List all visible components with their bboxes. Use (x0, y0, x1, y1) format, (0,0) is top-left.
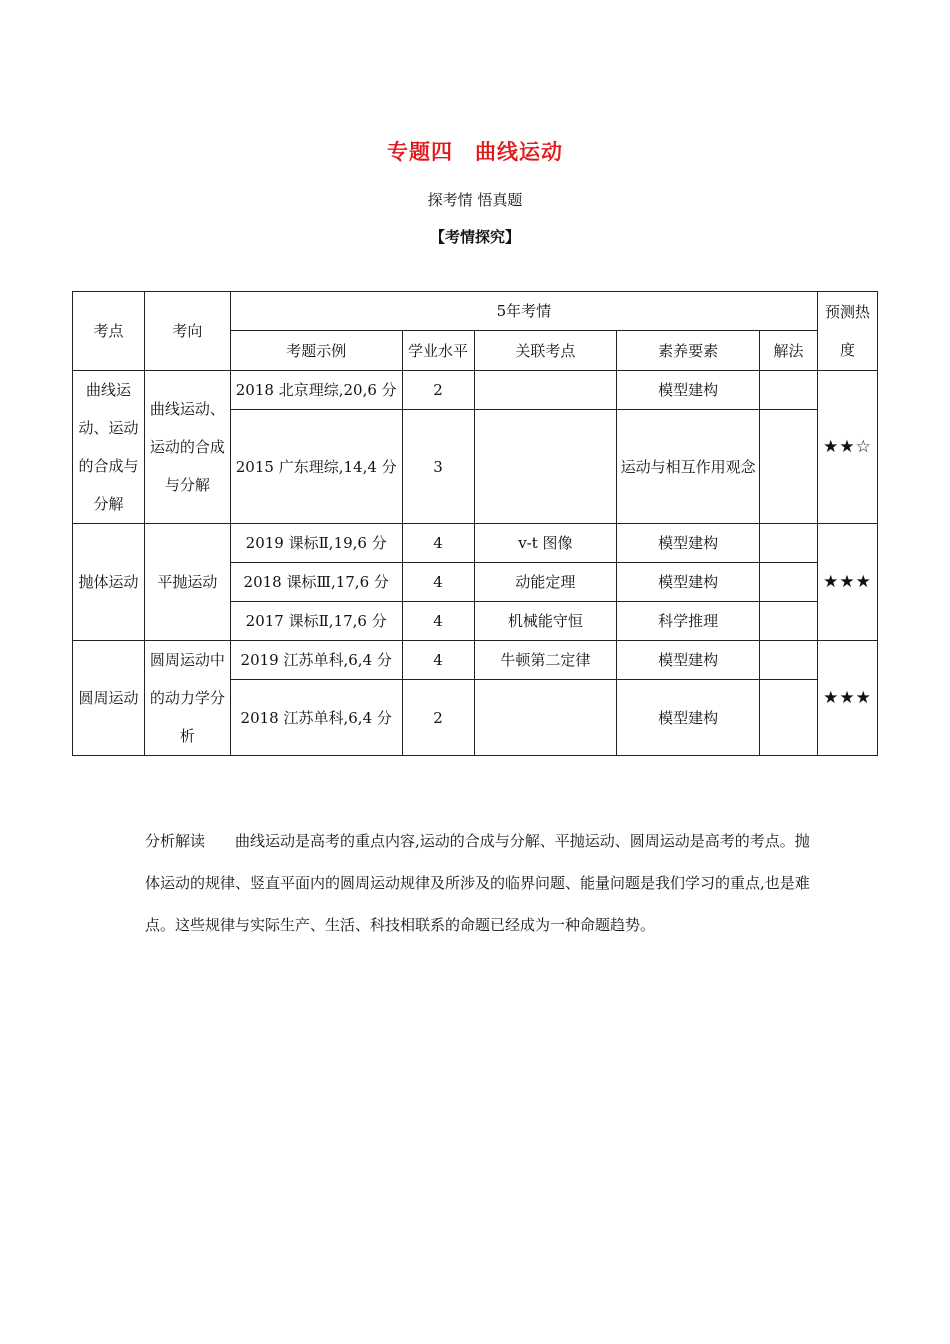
kaodian-cell: 抛体运动 (73, 524, 145, 641)
kaodian-cell: 曲线运动、运动的合成与分解 (73, 371, 145, 524)
level-cell: 4 (402, 563, 474, 602)
example-cell: 2018 北京理综,20,6 分 (230, 371, 402, 410)
analysis-paragraph (145, 820, 810, 946)
exam-analysis-table (72, 291, 878, 756)
header-forecast: 预测热度 (817, 292, 877, 371)
table-row (73, 641, 878, 680)
level-cell: 4 (402, 602, 474, 641)
header-method: 解法 (760, 331, 818, 371)
page-title: 专题四 曲线运动 (387, 140, 563, 164)
method-cell (760, 641, 818, 680)
example-cell: 2015 广东理综,14,4 分 (230, 410, 402, 524)
header-kaoxiang: 考向 (144, 292, 230, 371)
kaoxiang-cell: 圆周运动中的动力学分析 (144, 641, 230, 756)
header-example: 考题示例 (230, 331, 402, 371)
page-subtitle: 探考情 悟真题 (427, 191, 523, 209)
level-cell: 2 (402, 680, 474, 756)
kaoxiang-cell: 平抛运动 (144, 524, 230, 641)
example-cell: 2019 课标Ⅱ,19,6 分 (230, 524, 402, 563)
related-cell: 机械能守恒 (474, 602, 617, 641)
level-cell: 4 (402, 641, 474, 680)
literacy-cell: 运动与相互作用观念 (617, 410, 760, 524)
method-cell (760, 602, 818, 641)
method-cell (760, 371, 818, 410)
method-cell (760, 680, 818, 756)
example-cell: 2018 课标Ⅲ,17,6 分 (230, 563, 402, 602)
method-cell (760, 410, 818, 524)
literacy-cell: 模型建构 (617, 563, 760, 602)
forecast-stars: ★★★ (817, 524, 877, 641)
literacy-cell: 模型建构 (617, 371, 760, 410)
forecast-stars: ★★★ (817, 641, 877, 756)
level-cell: 2 (402, 371, 474, 410)
analysis-label: 分析解读 (145, 832, 206, 850)
level-cell: 3 (402, 410, 474, 524)
literacy-cell: 模型建构 (617, 524, 760, 563)
method-cell (760, 563, 818, 602)
kaoxiang-cell: 曲线运动、运动的合成与分解 (144, 371, 230, 524)
example-cell: 2019 江苏单科,6,4 分 (230, 641, 402, 680)
analysis-text: 曲线运动是高考的重点内容,运动的合成与分解、平抛运动、圆周运动是高考的考点。抛体运动的规律、竖直平面内的圆周运动规律及所涉及的临界问题、能量问题是我们学习的重点,也是难点。这些规律与实际生产、生活、科技相联系的命题已经成为一种命题趋势。 (145, 832, 810, 934)
forecast-stars: ★★☆ (817, 371, 877, 524)
related-cell (474, 371, 617, 410)
header-kaodian: 考点 (73, 292, 145, 371)
method-cell (760, 524, 818, 563)
kaodian-cell: 圆周运动 (73, 641, 145, 756)
table-row (73, 524, 878, 563)
related-cell: 动能定理 (474, 563, 617, 602)
related-cell: 牛顿第二定律 (474, 641, 617, 680)
section-heading: 【考情探究】 (429, 228, 520, 246)
related-cell (474, 410, 617, 524)
example-cell: 2018 江苏单科,6,4 分 (230, 680, 402, 756)
related-cell (474, 680, 617, 756)
level-cell: 4 (402, 524, 474, 563)
header-literacy: 素养要素 (617, 331, 760, 371)
header-five-year: 5年考情 (230, 292, 817, 331)
header-related: 关联考点 (474, 331, 617, 371)
table-row (73, 371, 878, 410)
related-cell: v-t 图像 (474, 524, 617, 563)
literacy-cell: 科学推理 (617, 602, 760, 641)
header-level: 学业水平 (402, 331, 474, 371)
literacy-cell: 模型建构 (617, 680, 760, 756)
example-cell: 2017 课标Ⅱ,17,6 分 (230, 602, 402, 641)
literacy-cell: 模型建构 (617, 641, 760, 680)
